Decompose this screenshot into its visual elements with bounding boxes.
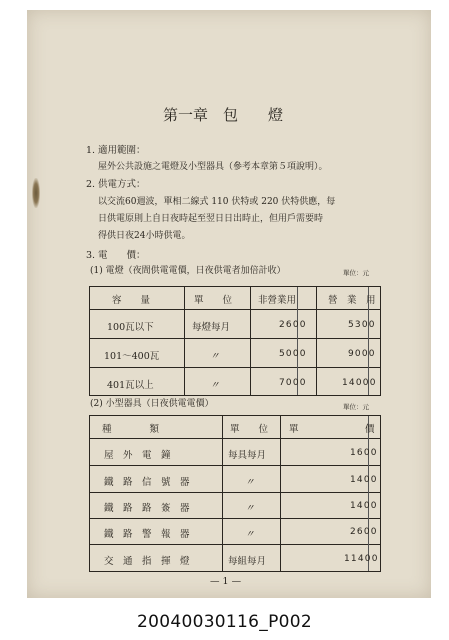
- table-1-row-1-nonbusiness: 2600: [279, 320, 307, 330]
- table-1-row-3-business: 14000: [342, 378, 377, 388]
- table-1-header-business: 營 業 用: [328, 295, 376, 306]
- section-1-text: 屋外公共設施之電燈及小型器具（參考本章第５項說明）。: [98, 162, 328, 172]
- table-1-row-2-nonbusiness: 5000: [279, 349, 307, 359]
- electric-light-price-table: [89, 286, 381, 396]
- table-2-row-4-kind: 鐵 路 警 報 器: [104, 529, 190, 540]
- table-1-row-1-capacity: 100瓦以下: [107, 322, 154, 333]
- table-1-row-3-capacity: 401瓦以上: [107, 380, 154, 391]
- table-2-row-3-unit: 〃: [245, 503, 255, 514]
- table-2-row-4-unit: 〃: [245, 529, 255, 540]
- section-1-heading: 適用範圍：: [98, 145, 146, 156]
- table-1-header-capacity: 容 量: [112, 295, 151, 306]
- section-2-line-3: 得供日夜24小時供電。: [98, 231, 191, 241]
- table-1-row-3-nonbusiness: 7000: [279, 378, 307, 388]
- table-1-row-2-capacity: 101～400瓦: [104, 351, 160, 362]
- chapter-title: 第一章 包 燈: [163, 106, 284, 124]
- table-2-row-5-unit: 每組每月: [228, 556, 267, 567]
- table-2-row-3-price: 1400: [350, 501, 378, 511]
- table-1-row-2-business: 9000: [348, 349, 376, 359]
- section-2-line-2: 日供電原則上自日夜時起至翌日日出時止，但用戶需要時: [98, 214, 324, 224]
- section-2-number: 2.: [86, 179, 96, 190]
- table-2-row-1-price: 1600: [350, 448, 378, 458]
- table-2-caption: (2) 小型器具（日夜供電電價）: [90, 399, 214, 409]
- table-1-row-1-unit: 每燈每月: [192, 322, 231, 333]
- table-2-header-price-1: 單: [289, 424, 299, 435]
- table-2-header-price-2: 價: [365, 424, 375, 435]
- section-1-number: 1.: [86, 145, 96, 156]
- table-2-row-3-kind: 鐵 路 路 簽 器: [104, 503, 190, 514]
- table-2-row-1-unit: 每具每月: [228, 450, 267, 461]
- table-2-row-5-kind: 交 通 指 揮 燈: [104, 556, 190, 567]
- table-1-row-2-unit: 〃: [210, 351, 220, 362]
- section-2-heading: 供電方式：: [98, 179, 146, 190]
- small-appliance-price-table: [89, 415, 381, 572]
- section-2-line-1: 以交流60週波，單相二線式 110 伏特或 220 伏特供應，每: [98, 197, 336, 207]
- table-2-row-2-price: 1400: [350, 475, 378, 485]
- table-1-header-nonbusiness: 非營業用: [258, 295, 297, 306]
- section-3-number: 3.: [86, 250, 96, 261]
- table-2-header-unit: 單 位: [230, 424, 269, 435]
- table-2-header-kind: 種 類: [102, 424, 160, 435]
- table-1-header-unit: 單 位: [194, 295, 233, 306]
- archive-id-caption: 20040030116_P002: [137, 612, 312, 632]
- table-1-row-3-unit: 〃: [210, 380, 220, 391]
- paper-stain: [32, 178, 40, 208]
- table-2-row-5-price: 11400: [344, 554, 379, 564]
- table-2-row-1-kind: 屋 外 電 鐘: [104, 450, 171, 461]
- document-page: [27, 10, 431, 598]
- table-2-row-4-price: 2600: [350, 527, 378, 537]
- table-2-row-2-unit: 〃: [245, 477, 255, 488]
- section-3-heading: 電 價：: [98, 250, 146, 261]
- table-2-unit: 單位：元: [343, 403, 369, 411]
- page-number: — 1 —: [210, 576, 242, 587]
- table-1-unit: 單位：元: [343, 269, 369, 277]
- table-2-row-2-kind: 鐵 路 信 號 器: [104, 477, 190, 488]
- table-1-caption: (1) 電燈（夜間供電電價，日夜供電者加倍計收）: [90, 266, 286, 276]
- table-1-row-1-business: 5300: [348, 320, 376, 330]
